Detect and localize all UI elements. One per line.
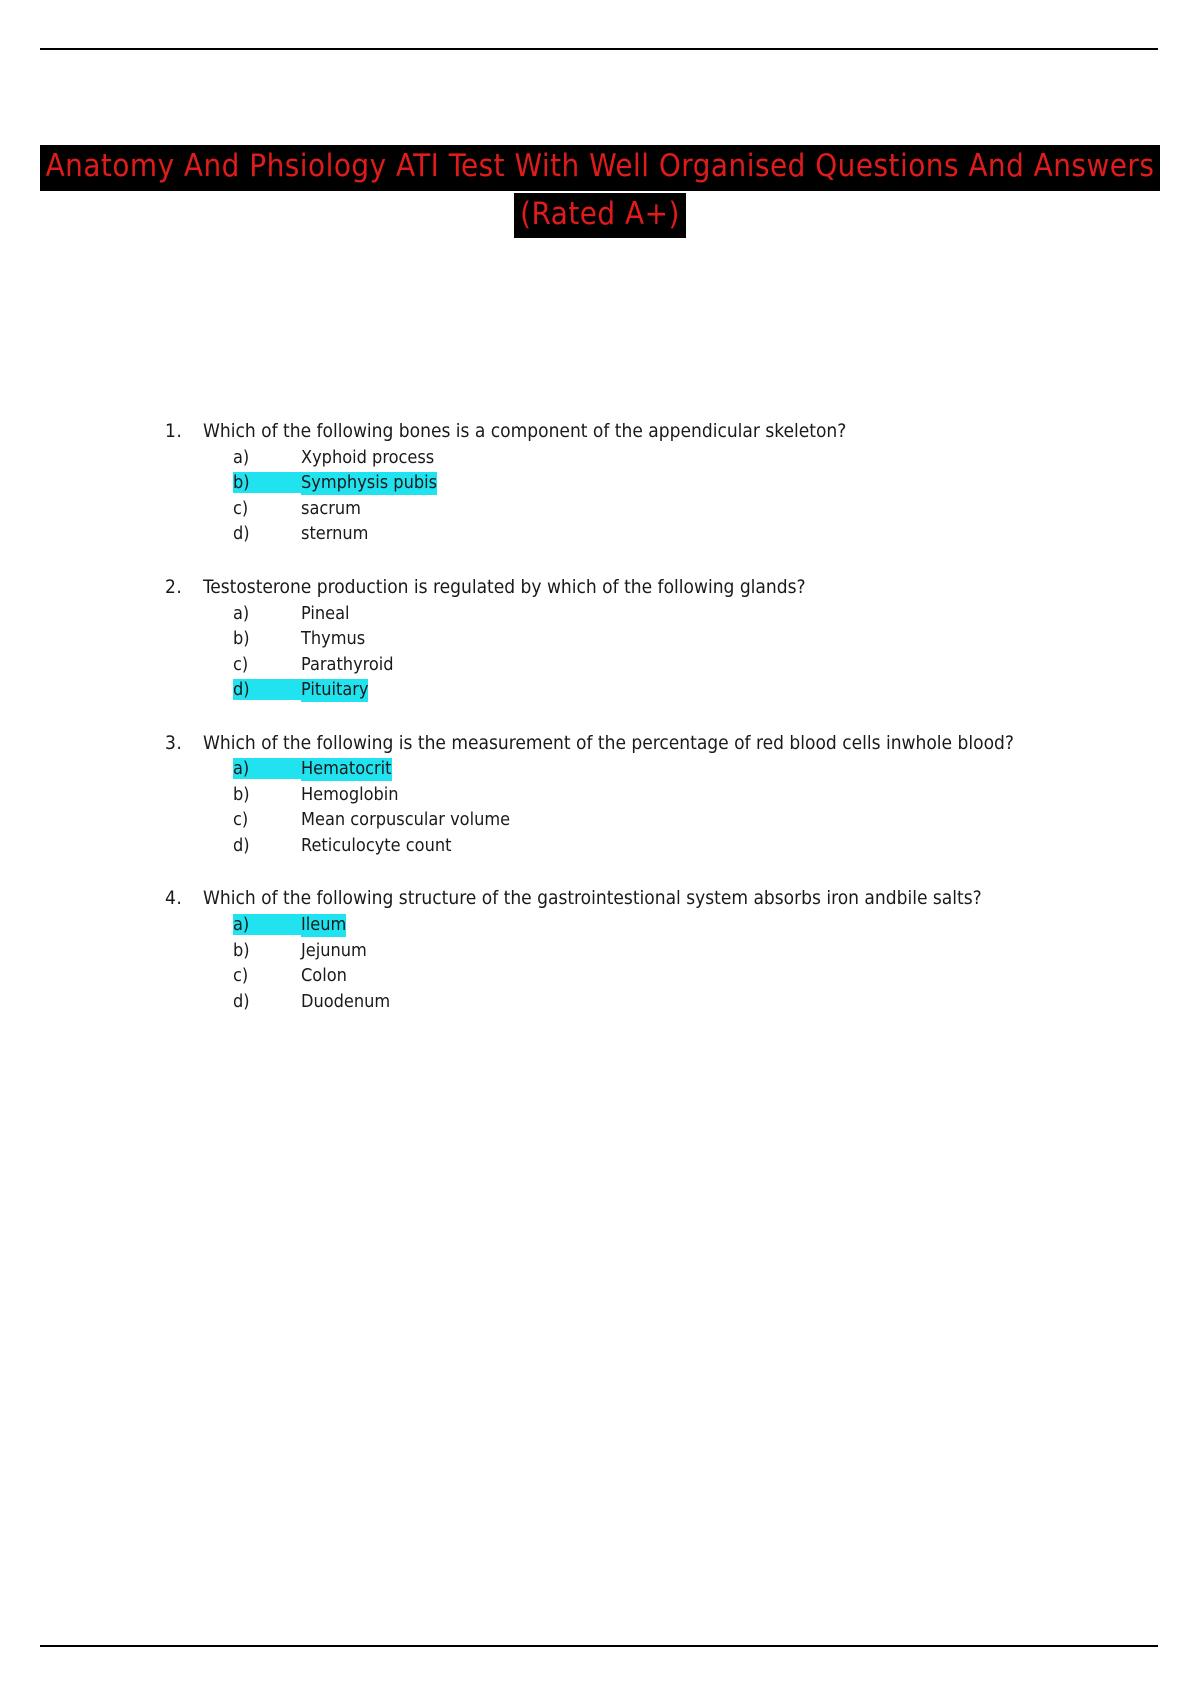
question-number: 2. (165, 575, 183, 598)
option-text: Hematocrit (301, 758, 392, 780)
option-row[interactable] (165, 603, 1065, 626)
header-divider (40, 48, 1158, 50)
option-letter: d) (233, 834, 250, 856)
footer-divider (40, 1645, 1158, 1647)
option-row[interactable] (165, 628, 1065, 651)
option-text: Ileum (301, 914, 347, 935)
question-text: Testosterone production is regulated by which of the following glands? (203, 575, 806, 598)
option-row-highlighted[interactable] (165, 472, 1065, 495)
question-header (165, 420, 1065, 444)
option-row[interactable] (165, 835, 1065, 858)
option-row-highlighted[interactable] (165, 914, 1065, 937)
option-text: Colon (301, 965, 347, 986)
option-row[interactable] (165, 498, 1065, 521)
question-item (165, 732, 1065, 858)
option-text: Pituitary (301, 679, 369, 700)
option-text: Parathyroid (301, 653, 394, 675)
option-row-highlighted[interactable] (165, 679, 1065, 702)
option-letter: b) (233, 628, 250, 649)
question-header (165, 732, 1065, 756)
option-row[interactable] (165, 447, 1065, 470)
option-letter: a) (233, 758, 301, 779)
option-text: Jejunum (301, 939, 367, 961)
option-letter: b) (233, 939, 250, 961)
question-number: 4. (165, 887, 183, 910)
option-letter: c) (233, 653, 249, 675)
option-text: sternum (301, 523, 369, 545)
question-header (165, 887, 1065, 911)
option-row[interactable] (165, 965, 1065, 988)
option-text: Duodenum (301, 990, 391, 1012)
option-row[interactable] (165, 654, 1065, 677)
option-text: Reticulocyte count (301, 834, 452, 856)
question-text: Which of the following is the measurement of the percentage of red blood cells inwhole blood? (203, 731, 1014, 754)
option-letter: c) (233, 965, 249, 986)
option-text: Xyphoid process (301, 446, 435, 468)
option-letter: a) (233, 914, 301, 935)
question-text: Which of the following bones is a component of the appendicular skeleton? (203, 420, 847, 442)
option-row[interactable] (165, 991, 1065, 1014)
question-item (165, 576, 1065, 702)
option-text: Symphysis pubis (301, 472, 438, 494)
option-letter: a) (233, 602, 250, 624)
option-letter: c) (233, 809, 249, 831)
option-row[interactable] (165, 809, 1065, 832)
option-letter: d) (233, 990, 250, 1012)
option-letter: a) (233, 446, 250, 468)
question-text: Which of the following structure of the gastrointestional system absorbs iron andbile salts? (203, 887, 982, 910)
option-letter: b) (233, 783, 250, 805)
question-header (165, 576, 1065, 600)
document-title (0, 145, 1200, 238)
option-text: Thymus (301, 628, 366, 649)
option-letter: b) (233, 472, 301, 493)
title-line-1: Anatomy And Phsiology ATI Test With Well Organised Questions And Answers (40, 145, 1161, 191)
question-item (165, 887, 1065, 1013)
option-text: Hemoglobin (301, 783, 399, 805)
option-letter: d) (233, 679, 301, 700)
question-item (165, 420, 1065, 546)
option-letter: d) (233, 523, 250, 545)
option-text: Pineal (301, 602, 350, 624)
option-text: sacrum (301, 497, 361, 519)
question-number: 3. (165, 731, 183, 754)
option-row-highlighted[interactable] (165, 758, 1065, 781)
question-number: 1. (165, 420, 183, 442)
option-row[interactable] (165, 940, 1065, 963)
questions-list (165, 420, 1065, 1043)
title-line-2: (Rated A+) (514, 193, 686, 239)
option-letter: c) (233, 497, 249, 519)
option-row[interactable] (165, 784, 1065, 807)
option-row[interactable] (165, 523, 1065, 546)
option-text: Mean corpuscular volume (301, 809, 511, 831)
